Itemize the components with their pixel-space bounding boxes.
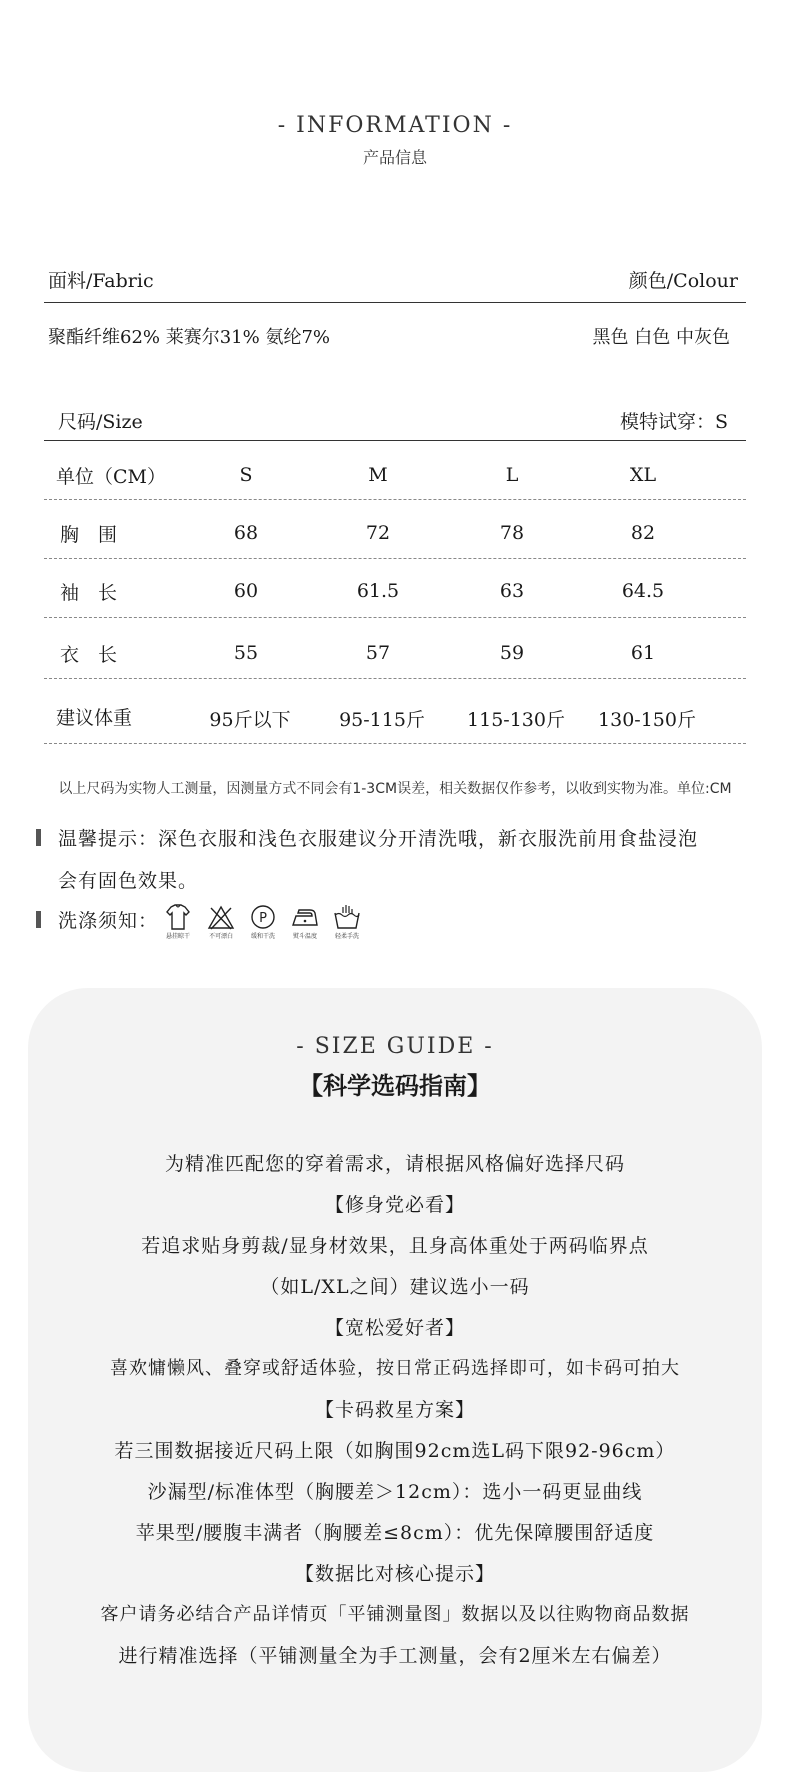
table-cell: 63 xyxy=(499,580,525,602)
guide-heading: 【修身党必看】 xyxy=(324,1194,465,1216)
table-divider xyxy=(44,499,746,500)
guide-line: 喜欢慵懒风、叠穿或舒适体验，按日常正码选择即可，如卡码可拍大 xyxy=(110,1358,680,1379)
information-subtitle: 产品信息 xyxy=(362,148,427,167)
size-guide-subtitle: 【科学选码指南】 xyxy=(299,1072,491,1100)
guide-line: 苹果型/腰腹丰满者（胸腰差≤8cm）：优先保障腰围舒适度 xyxy=(135,1522,655,1544)
hang-dry-icon xyxy=(163,903,193,940)
table-cell: 59 xyxy=(499,642,525,664)
iron-low-icon xyxy=(290,903,320,940)
care-marker xyxy=(36,911,41,928)
guide-line: 沙漏型/标准体型（胸腰差＞12cm）：选小一码更显曲线 xyxy=(147,1481,643,1503)
care-caption: 熨斗温度 xyxy=(292,933,317,940)
table-header-s: S xyxy=(239,464,253,486)
care-label: 洗涤须知： xyxy=(58,910,159,932)
guide-line: 客户请务必结合产品详情页「平铺测量图」数据以及以往购物商品数据 xyxy=(100,1604,690,1625)
guide-line: 进行精准选择（平铺测量全为手工测量，会有2厘米左右偏差） xyxy=(118,1645,672,1667)
care-caption: 轻柔手洗 xyxy=(334,933,359,940)
table-cell: 130-150斤 xyxy=(598,709,696,731)
care-caption: 悬挂晾干 xyxy=(165,933,190,940)
size-guide-title: - SIZE GUIDE - xyxy=(296,1034,494,1059)
wash-tip-line1: 温馨提示：深色衣服和浅色衣服建议分开清洗哦，新衣服洗前用食盐浸泡 xyxy=(58,828,699,850)
model-fit: 模特试穿：S xyxy=(619,411,728,433)
care-caption: 不可漂白 xyxy=(208,933,233,940)
table-cell: 55 xyxy=(233,642,259,664)
table-cell: 82 xyxy=(630,522,656,544)
table-cell: 115-130斤 xyxy=(467,709,565,731)
fabric-divider xyxy=(44,302,746,303)
svg-text:P: P xyxy=(259,911,267,926)
guide-heading: 【数据比对核心提示】 xyxy=(294,1563,495,1585)
table-divider xyxy=(44,558,746,559)
table-cell: 60 xyxy=(233,580,259,602)
table-row-label: 衣 长 xyxy=(60,644,118,666)
colour-label: 颜色/Colour xyxy=(628,270,738,292)
table-cell: 78 xyxy=(499,522,525,544)
no-bleach-icon xyxy=(206,903,236,940)
guide-heading: 【卡码救星方案】 xyxy=(314,1399,475,1421)
fabric-label: 面料/Fabric xyxy=(48,270,154,292)
table-cell: 68 xyxy=(233,522,259,544)
guide-line: 若追求贴身剪裁/显身材效果，且身高体重处于两码临界点 xyxy=(141,1235,649,1257)
table-row-label: 胸 围 xyxy=(60,524,118,546)
guide-heading: 【宽松爱好者】 xyxy=(324,1317,465,1339)
hand-wash-icon xyxy=(332,903,362,940)
table-row-label: 袖 长 xyxy=(60,582,118,604)
size-divider xyxy=(44,440,746,441)
table-divider xyxy=(44,617,746,618)
fabric-value: 聚酯纤维62% 莱赛尔31% 氨纶7% xyxy=(48,327,331,348)
table-row-label: 建议体重 xyxy=(56,707,133,729)
table-cell: 64.5 xyxy=(621,580,665,602)
guide-line: 为精准匹配您的穿着需求，请根据风格偏好选择尺码 xyxy=(164,1153,625,1175)
size-note: 以上尺码为实物人工测量，因测量方式不同会有1-3CM误差，相关数据仅作参考，以收到实物为准。单位:CM xyxy=(58,781,732,797)
table-header-l: L xyxy=(505,464,519,486)
information-title: - INFORMATION - xyxy=(277,113,513,138)
table-cell: 61.5 xyxy=(356,580,400,602)
care-caption: 缓和干洗 xyxy=(250,933,275,940)
table-header-m: M xyxy=(368,464,388,486)
table-header-unit: 单位（CM） xyxy=(56,466,166,488)
table-cell: 95斤以下 xyxy=(209,709,291,731)
table-header-xl: XL xyxy=(629,464,657,486)
table-cell: 57 xyxy=(365,642,391,664)
guide-line: 若三围数据接近尺码上限（如胸围92cm选L码下限92-96cm） xyxy=(114,1440,676,1462)
colour-value: 黑色 白色 中灰色 xyxy=(592,327,730,348)
table-cell: 95-115斤 xyxy=(339,709,425,731)
table-cell: 61 xyxy=(630,642,656,664)
size-label: 尺码/Size xyxy=(58,411,143,433)
wash-tip-line2: 会有固色效果。 xyxy=(58,870,199,892)
table-divider xyxy=(44,678,746,679)
tip-marker xyxy=(36,829,41,846)
guide-line: （如L/XL之间）建议选小一码 xyxy=(260,1276,530,1298)
table-divider xyxy=(44,743,746,744)
dry-clean-p-icon xyxy=(248,903,278,940)
table-cell: 72 xyxy=(365,522,391,544)
